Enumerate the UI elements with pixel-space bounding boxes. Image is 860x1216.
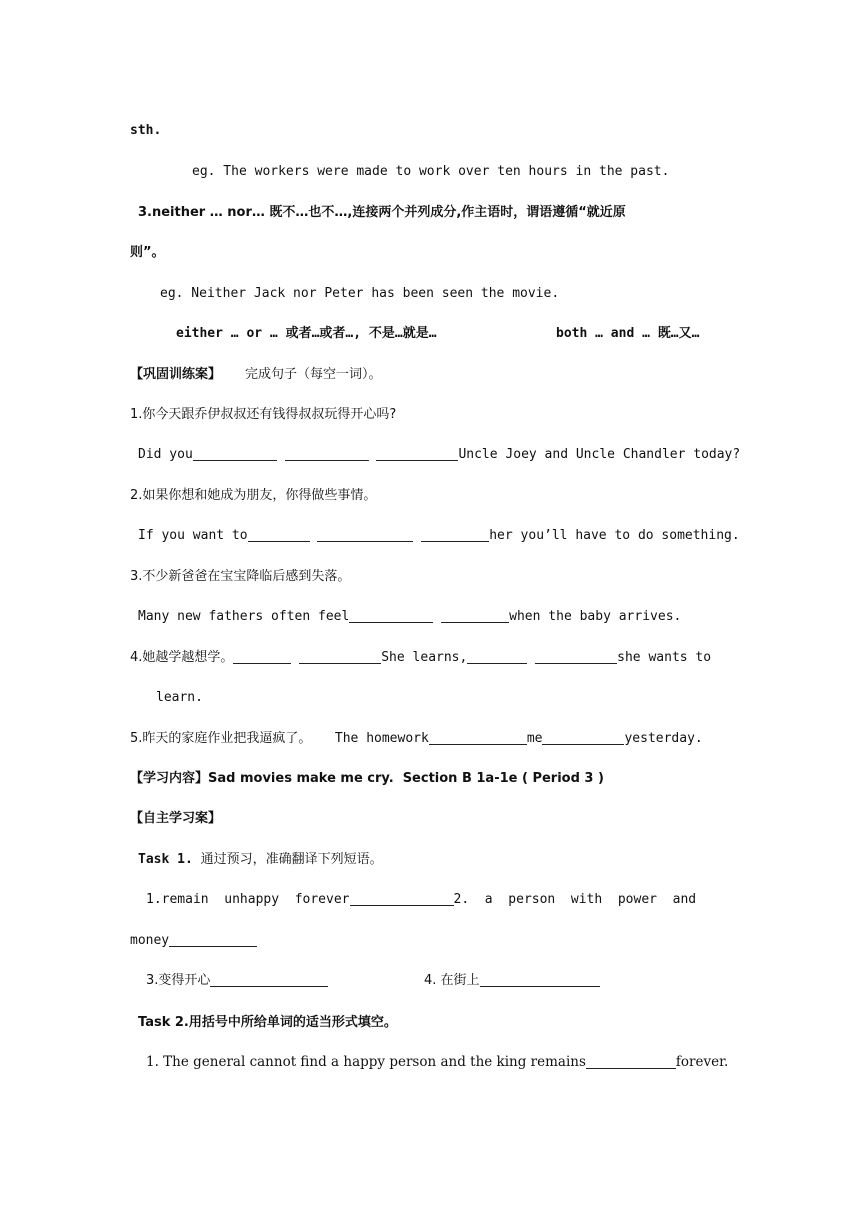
example-sentence-1: eg. The workers were made to work over ten hours in the past. bbox=[192, 164, 670, 179]
answer-blank[interactable] bbox=[467, 649, 527, 664]
grammar-point-3-line2: 则”。 bbox=[130, 245, 165, 260]
question-1-chinese: 1.你今天跟乔伊叔叔还有钱得叔叔玩得开心吗? bbox=[130, 407, 397, 422]
answer-blank[interactable] bbox=[210, 972, 328, 987]
self-study-title: 【自主学习案】 bbox=[130, 811, 222, 826]
answer-blank[interactable] bbox=[169, 932, 257, 947]
question-3-chinese: 3.不少新爸爸在宝宝降临后感到失落。 bbox=[130, 569, 351, 584]
question-4: 4.她越学越想学。 She learns, she wants to bbox=[130, 650, 712, 665]
answer-blank[interactable] bbox=[350, 891, 454, 906]
answer-blank[interactable] bbox=[349, 608, 433, 623]
question-2-english: If you want to her you’ll have to do something. bbox=[138, 528, 740, 543]
answer-blank[interactable] bbox=[233, 649, 291, 664]
answer-blank[interactable] bbox=[535, 649, 617, 664]
answer-blank[interactable] bbox=[480, 972, 600, 987]
question-5: 5.昨天的家庭作业把我逼疯了。 The homework me yesterday. bbox=[130, 731, 703, 746]
answer-blank[interactable] bbox=[376, 446, 458, 461]
task-2-heading: Task 2.用括号中所给单词的适当形式填空。 bbox=[138, 1015, 397, 1030]
either-or-note: either … or … 或者…或者…, 不是…就是… bbox=[176, 326, 437, 341]
task-1-item-1-2: 1.remain unhappy forever 2. a person with power and bbox=[146, 892, 697, 907]
answer-blank[interactable] bbox=[421, 527, 489, 542]
continued-text: sth. bbox=[130, 123, 162, 138]
answer-blank[interactable] bbox=[299, 649, 381, 664]
section-consolidation-title: 【巩固训练案】 bbox=[130, 367, 222, 382]
task-1-heading: Task 1. 通过预习，准确翻译下列短语。 bbox=[138, 852, 383, 867]
answer-blank[interactable] bbox=[586, 1054, 676, 1069]
answer-blank[interactable] bbox=[317, 527, 413, 542]
question-2-chinese: 2.如果你想和她成为朋友，你得做些事情。 bbox=[130, 488, 377, 503]
question-1-english: Did you Uncle Joey and Uncle Chandler today? bbox=[138, 447, 741, 462]
task-1-item-2-continued: money bbox=[130, 932, 257, 950]
task-1-item-4: 4. 在街上 bbox=[424, 972, 600, 990]
section-consolidation-instruction: 完成句子（每空一词）。 bbox=[245, 367, 382, 382]
answer-blank[interactable] bbox=[193, 446, 277, 461]
answer-blank[interactable] bbox=[542, 730, 624, 745]
grammar-point-3-line1: 3.neither … nor… 既不…也不…,连接两个并列成分,作主语时，谓语遵循“就近原 bbox=[138, 205, 626, 220]
question-3-english: Many new fathers often feel when the baby arrives. bbox=[138, 609, 682, 624]
answer-blank[interactable] bbox=[285, 446, 369, 461]
task-2-item-1: 1. The general cannot find a happy person and the king remains forever. bbox=[146, 1054, 729, 1070]
study-content-title: 【学习内容】Sad movies make me cry. Section B 1a-1e ( Period 3 ) bbox=[130, 771, 604, 786]
both-and-note: both … and … 既…又… bbox=[556, 326, 700, 341]
answer-blank[interactable] bbox=[441, 608, 509, 623]
task-1-item-3: 3.变得开心 bbox=[146, 972, 328, 990]
answer-blank[interactable] bbox=[248, 527, 310, 542]
answer-blank[interactable] bbox=[429, 730, 527, 745]
question-4-continued: learn. bbox=[156, 690, 203, 705]
example-sentence-2: eg. Neither Jack nor Peter has been seen the movie. bbox=[160, 286, 560, 301]
